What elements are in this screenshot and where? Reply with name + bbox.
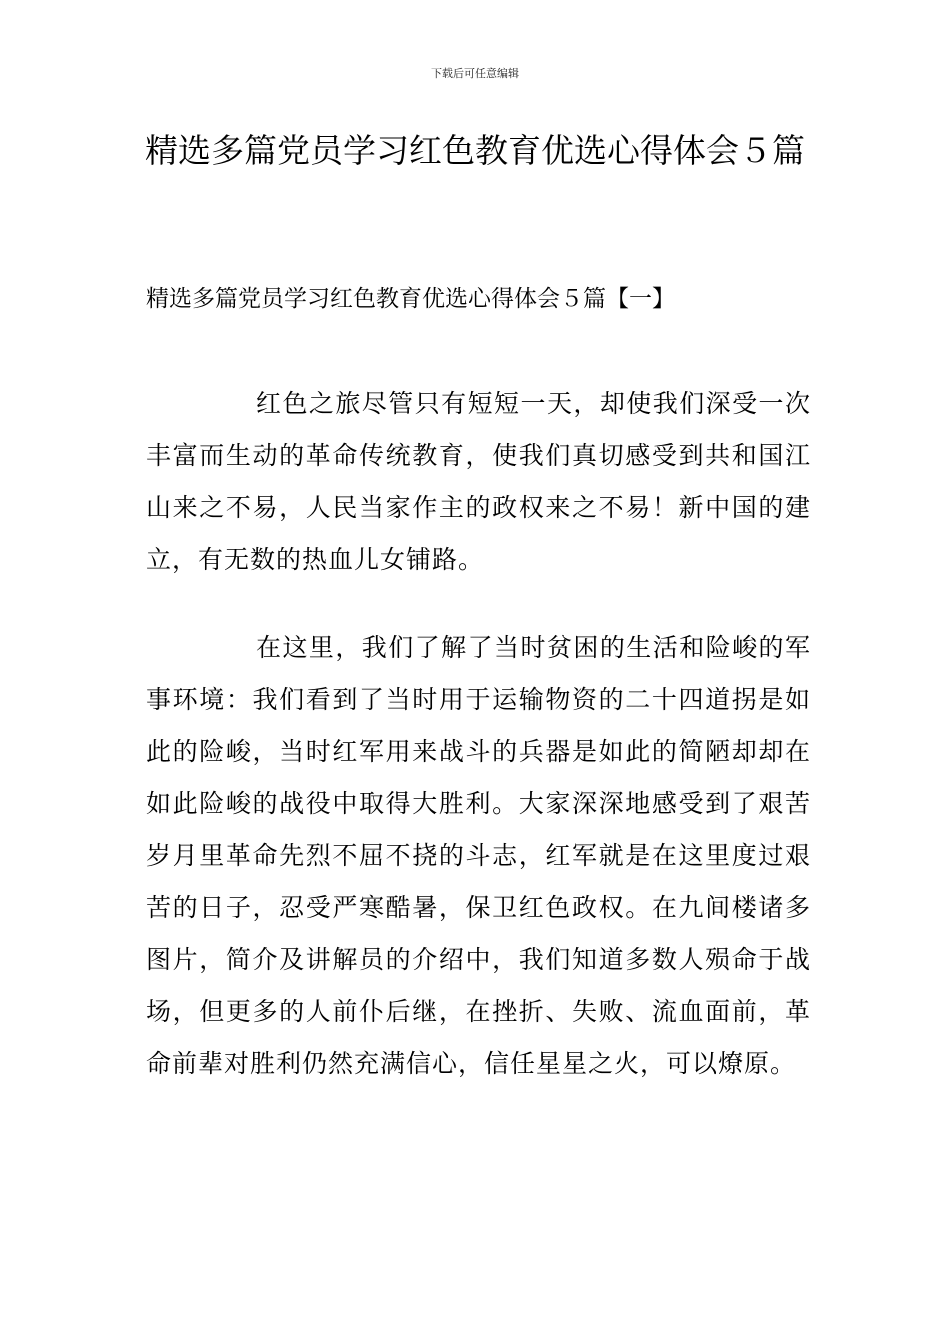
header-note: 下载后可任意编辑 (431, 67, 519, 80)
section-heading: 精选多篇党员学习红色教育优选心得体会５篇【一】 (146, 286, 675, 312)
paragraph-1: 红色之旅尽管只有短短一天，却使我们深受一次丰富而生动的革命传统教育，使我们真切感受到共和国江山来之不易，人民当家作主的政权来之不易！新中国的建立，有无数的热血儿女铺路。 (146, 389, 811, 574)
paragraph-2: 在这里，我们了解了当时贫困的生活和险峻的军事环境：我们看到了当时用于运输物资的二十四道拐是如此的险峻，当时红军用来战斗的兵器是如此的简陋却却在如此险峻的战役中取得大胜利。大家深深地感受到了艰苦岁月里革命先烈不屈不挠的斗志，红军就是在这里度过艰苦的日子，忍受严寒酷暑，保卫红色政权。在九间楼诸多图片，简介及讲解员的介绍中，我们知道多数人殒命于战场，但更多的人前仆后继，在挫折、失败、流血面前，革命前辈对胜利仍然充满信心，信任星星之火，可以燎原。 (146, 633, 811, 1078)
document-title: 精选多篇党员学习红色教育优选心得体会５篇 (145, 131, 805, 170)
